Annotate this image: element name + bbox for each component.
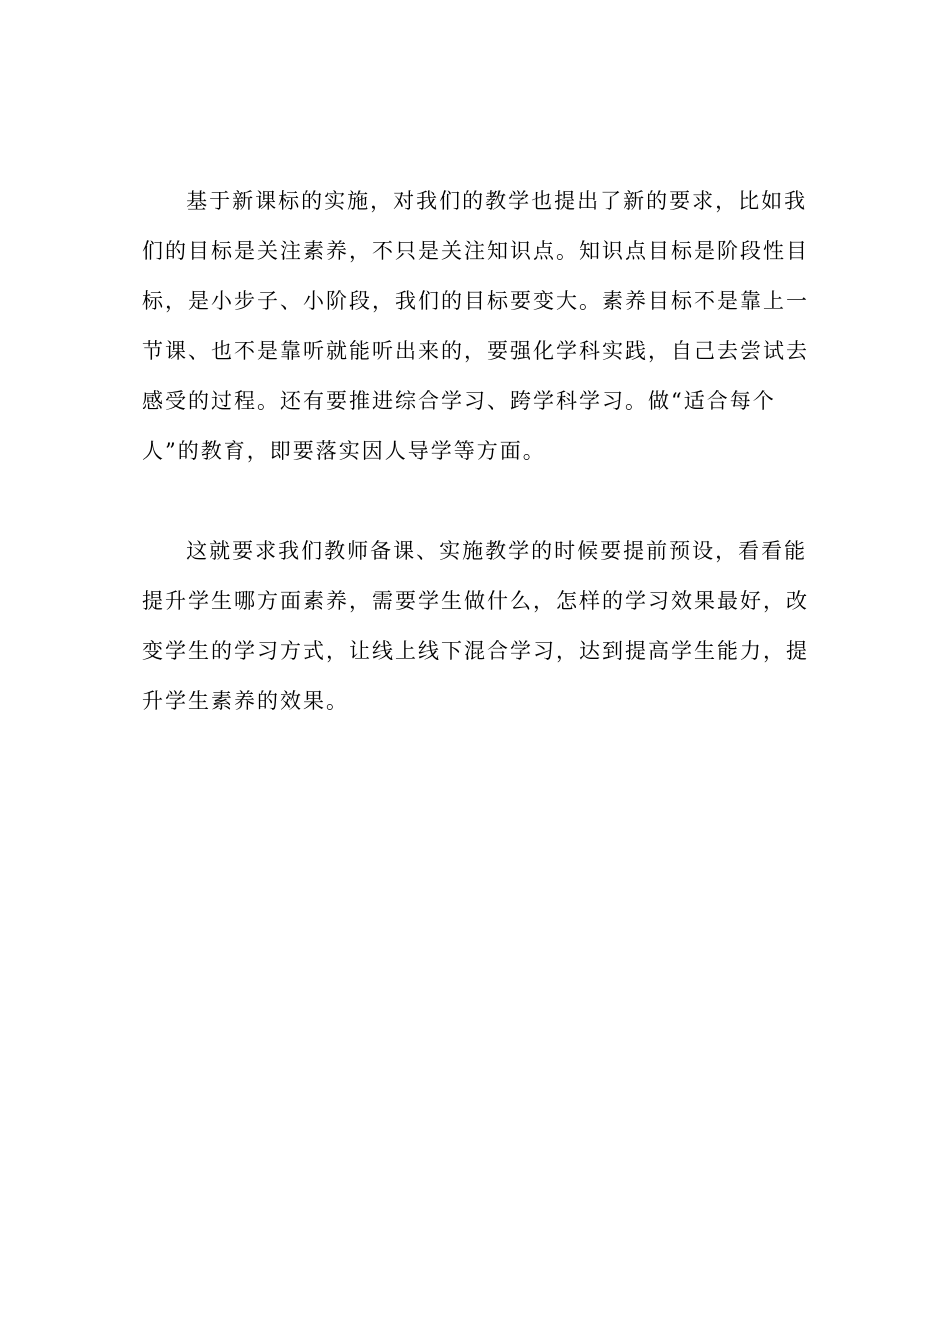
document-body (142, 176, 830, 726)
paragraph-1: 基于新课标的实施，对我们的教学也提出了新的要求，比如我们的目标是关注素养，不只是关注知识点。知识点目标是阶段性目标，是小步子、小阶段，我们的目标要变大。素养目标不是靠上一节课、也不是靠听就能听出来的，要强化学科实践，自己去尝试去感受的过程。还有要推进综合学习、跨学科学习。做“适合每个人”的教育，即要落实因人导学等方面。 (142, 189, 809, 463)
paragraph-2: 这就要求我们教师备课、实施教学的时候要提前预设，看看能提升学生哪方面素养，需要学生做什么，怎样的学习效果最好，改变学生的学习方式，让线上线下混合学习，达到提高学生能力，提升学生素养的效果。 (142, 539, 809, 713)
